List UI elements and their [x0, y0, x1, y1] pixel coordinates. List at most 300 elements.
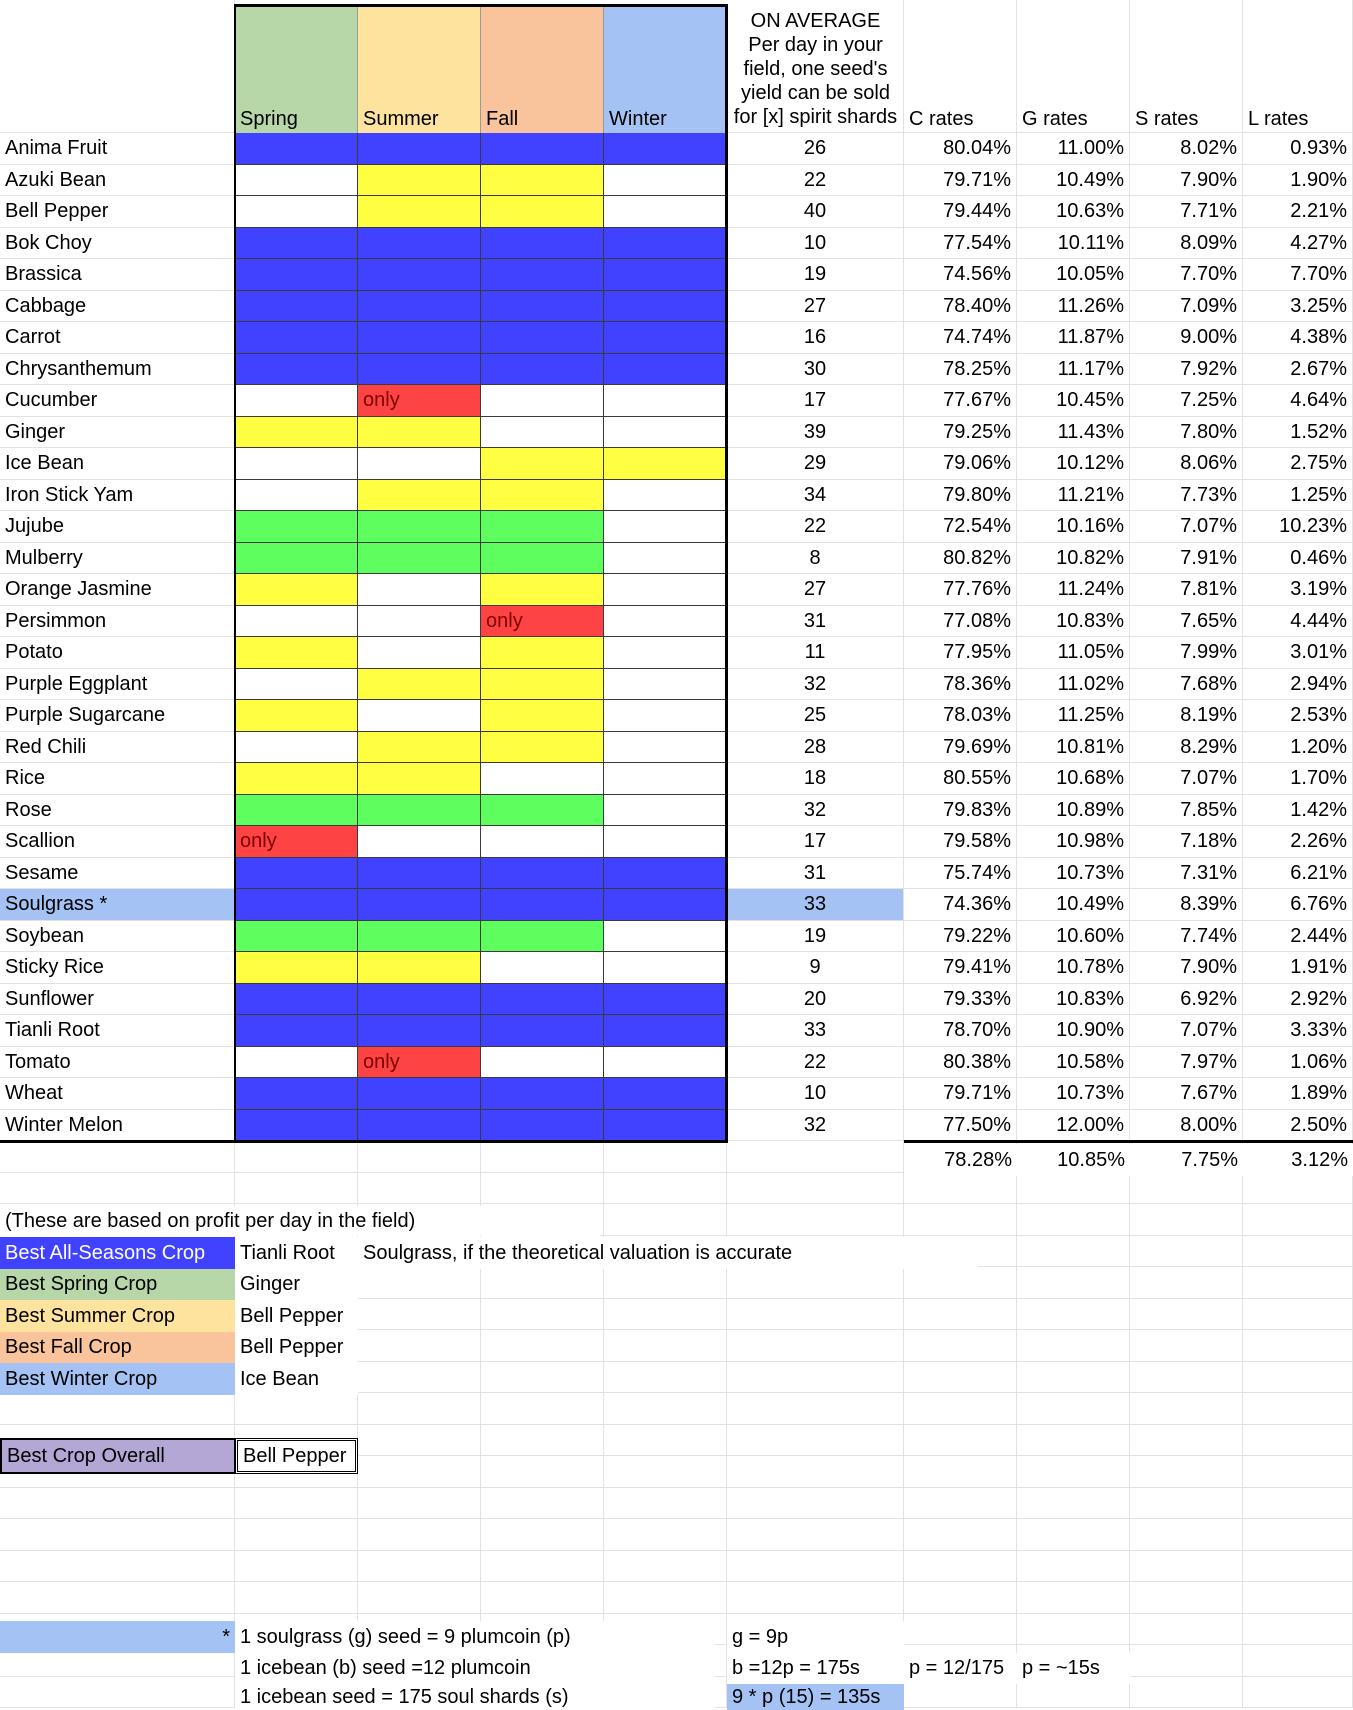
season-cell-summer[interactable]: [358, 1015, 481, 1047]
s-rate[interactable]: 8.29%: [1130, 732, 1243, 764]
c-rate[interactable]: 79.33%: [904, 984, 1017, 1016]
best-overall-value[interactable]: Bell Pepper: [235, 1438, 358, 1474]
best-crop-value[interactable]: Bell Pepper: [235, 1300, 358, 1332]
g-rate[interactable]: 10.83%: [1017, 606, 1130, 638]
s-rate[interactable]: 7.25%: [1130, 385, 1243, 417]
season-cell-winter[interactable]: [604, 858, 727, 890]
header-winter[interactable]: Winter: [604, 5, 727, 133]
s-rate[interactable]: 7.85%: [1130, 795, 1243, 827]
shard-value[interactable]: 22: [727, 165, 904, 197]
c-rate[interactable]: 78.25%: [904, 354, 1017, 386]
season-cell-winter[interactable]: [604, 196, 727, 228]
crop-name[interactable]: Iron Stick Yam: [0, 480, 235, 512]
season-cell-fall[interactable]: [481, 889, 604, 921]
season-cell-summer[interactable]: [358, 795, 481, 827]
season-cell-fall[interactable]: [481, 795, 604, 827]
header-summer[interactable]: Summer: [358, 5, 481, 133]
season-cell-summer[interactable]: [358, 511, 481, 543]
shard-value[interactable]: 8: [727, 543, 904, 575]
season-cell-winter[interactable]: [604, 669, 727, 701]
c-rate[interactable]: 79.44%: [904, 196, 1017, 228]
l-rate[interactable]: 4.38%: [1243, 322, 1353, 354]
season-cell-winter[interactable]: [604, 984, 727, 1016]
l-rate[interactable]: 4.64%: [1243, 385, 1353, 417]
shard-value[interactable]: 27: [727, 574, 904, 606]
season-cell-spring[interactable]: [235, 165, 358, 197]
season-cell-fall[interactable]: [481, 984, 604, 1016]
s-rate[interactable]: 7.07%: [1130, 1015, 1243, 1047]
season-cell-spring[interactable]: [235, 1110, 358, 1142]
header-avg-shards[interactable]: [727, 6, 904, 132]
s-rate[interactable]: 7.92%: [1130, 354, 1243, 386]
best-overall-label[interactable]: Best Crop Overall: [0, 1438, 235, 1474]
g-rate[interactable]: 10.78%: [1017, 952, 1130, 984]
crop-name[interactable]: Soybean: [0, 921, 235, 953]
g-rate[interactable]: 10.89%: [1017, 795, 1130, 827]
season-cell-winter[interactable]: [604, 795, 727, 827]
season-cell-summer[interactable]: [358, 921, 481, 953]
g-rate[interactable]: 10.49%: [1017, 889, 1130, 921]
season-cell-spring[interactable]: [235, 1078, 358, 1110]
season-cell-fall[interactable]: [481, 763, 604, 795]
season-cell-fall[interactable]: [481, 543, 604, 575]
crop-name[interactable]: Rice: [0, 763, 235, 795]
g-rate[interactable]: 11.00%: [1017, 133, 1130, 165]
g-rate[interactable]: 11.02%: [1017, 669, 1130, 701]
season-cell-winter[interactable]: [604, 921, 727, 953]
l-rate[interactable]: 1.20%: [1243, 732, 1353, 764]
crop-name[interactable]: Cucumber: [0, 385, 235, 417]
season-cell-summer[interactable]: [358, 889, 481, 921]
season-cell-summer[interactable]: [358, 480, 481, 512]
season-cell-summer[interactable]: [358, 448, 481, 480]
g-rate[interactable]: 11.25%: [1017, 700, 1130, 732]
l-rate[interactable]: 2.44%: [1243, 921, 1353, 953]
season-cell-summer[interactable]: [358, 952, 481, 984]
s-rate[interactable]: 7.71%: [1130, 196, 1243, 228]
l-rate[interactable]: 1.89%: [1243, 1078, 1353, 1110]
best-crop-value[interactable]: Bell Pepper: [235, 1332, 358, 1364]
crop-name[interactable]: Rose: [0, 795, 235, 827]
shard-value[interactable]: 16: [727, 322, 904, 354]
s-rate[interactable]: 8.19%: [1130, 700, 1243, 732]
l-rate[interactable]: 7.70%: [1243, 259, 1353, 291]
season-cell-fall[interactable]: [481, 291, 604, 323]
l-rate[interactable]: 1.52%: [1243, 417, 1353, 449]
best-crop-label[interactable]: Best Fall Crop: [0, 1332, 235, 1364]
season-cell-summer[interactable]: [358, 417, 481, 449]
season-cell-spring[interactable]: [235, 889, 358, 921]
season-cell-spring[interactable]: [235, 574, 358, 606]
shard-value[interactable]: 27: [727, 291, 904, 323]
l-rate[interactable]: 1.90%: [1243, 165, 1353, 197]
season-cell-spring[interactable]: [235, 291, 358, 323]
season-cell-summer[interactable]: [358, 858, 481, 890]
season-cell-spring[interactable]: [235, 858, 358, 890]
shard-value[interactable]: 30: [727, 354, 904, 386]
shard-value[interactable]: 31: [727, 858, 904, 890]
season-cell-spring[interactable]: [235, 795, 358, 827]
l-rate[interactable]: 2.94%: [1243, 669, 1353, 701]
g-rate[interactable]: 10.81%: [1017, 732, 1130, 764]
season-cell-summer[interactable]: [358, 606, 481, 638]
shard-value[interactable]: 32: [727, 795, 904, 827]
c-rate[interactable]: 80.04%: [904, 133, 1017, 165]
crop-name[interactable]: Bok Choy: [0, 228, 235, 260]
season-cell-fall[interactable]: [481, 952, 604, 984]
season-cell-spring[interactable]: [235, 763, 358, 795]
c-rate[interactable]: 78.36%: [904, 669, 1017, 701]
crop-name[interactable]: Mulberry: [0, 543, 235, 575]
season-cell-fall[interactable]: [481, 417, 604, 449]
best-crop-value[interactable]: Ice Bean: [235, 1363, 358, 1395]
season-cell-fall[interactable]: [481, 259, 604, 291]
crop-name[interactable]: Potato: [0, 637, 235, 669]
c-rate[interactable]: 78.40%: [904, 291, 1017, 323]
s-rate[interactable]: 7.70%: [1130, 259, 1243, 291]
season-cell-winter[interactable]: [604, 574, 727, 606]
average-s-rate[interactable]: 7.75%: [1130, 1144, 1243, 1176]
g-rate[interactable]: 10.82%: [1017, 543, 1130, 575]
season-cell-winter[interactable]: [604, 952, 727, 984]
season-cell-spring[interactable]: [235, 1047, 358, 1079]
g-rate[interactable]: 10.49%: [1017, 165, 1130, 197]
s-rate[interactable]: 7.90%: [1130, 165, 1243, 197]
shard-value[interactable]: 29: [727, 448, 904, 480]
season-cell-spring[interactable]: [235, 322, 358, 354]
season-cell-summer[interactable]: [358, 826, 481, 858]
season-cell-spring[interactable]: [235, 732, 358, 764]
s-rate[interactable]: 7.67%: [1130, 1078, 1243, 1110]
season-cell-fall[interactable]: [481, 921, 604, 953]
g-rate[interactable]: 10.58%: [1017, 1047, 1130, 1079]
season-cell-summer[interactable]: [358, 291, 481, 323]
g-rate[interactable]: 10.12%: [1017, 448, 1130, 480]
c-rate[interactable]: 75.74%: [904, 858, 1017, 890]
s-rate[interactable]: 7.97%: [1130, 1047, 1243, 1079]
l-rate[interactable]: 1.06%: [1243, 1047, 1353, 1079]
c-rate[interactable]: 79.25%: [904, 417, 1017, 449]
season-cell-winter[interactable]: [604, 543, 727, 575]
s-rate[interactable]: 7.07%: [1130, 763, 1243, 795]
c-rate[interactable]: 78.03%: [904, 700, 1017, 732]
crop-name[interactable]: Ginger: [0, 417, 235, 449]
season-cell-fall[interactable]: [481, 228, 604, 260]
season-cell-spring[interactable]: [235, 637, 358, 669]
c-rate[interactable]: 79.80%: [904, 480, 1017, 512]
season-cell-summer[interactable]: [358, 354, 481, 386]
shard-value[interactable]: 40: [727, 196, 904, 228]
average-c-rate[interactable]: 78.28%: [904, 1144, 1017, 1176]
season-cell-winter[interactable]: [604, 1110, 727, 1142]
crop-name[interactable]: Ice Bean: [0, 448, 235, 480]
shard-value[interactable]: 31: [727, 606, 904, 638]
shard-value[interactable]: 9: [727, 952, 904, 984]
season-cell-fall[interactable]: [481, 700, 604, 732]
season-cell-winter[interactable]: [604, 732, 727, 764]
best-crop-extra[interactable]: Soulgrass, if the theoretical valuation is accurate: [358, 1237, 978, 1269]
season-cell-winter[interactable]: [604, 889, 727, 921]
shard-value[interactable]: 19: [727, 921, 904, 953]
l-rate[interactable]: 3.19%: [1243, 574, 1353, 606]
c-rate[interactable]: 79.69%: [904, 732, 1017, 764]
crop-name[interactable]: Sesame: [0, 858, 235, 890]
season-cell-spring[interactable]: [235, 511, 358, 543]
season-cell-summer[interactable]: [358, 637, 481, 669]
season-cell-fall[interactable]: [481, 637, 604, 669]
header-s-rates[interactable]: S rates: [1135, 108, 1199, 130]
season-cell-spring[interactable]: [235, 1015, 358, 1047]
s-rate[interactable]: 7.73%: [1130, 480, 1243, 512]
footnote-calc-2[interactable]: b =12p = 175s: [727, 1653, 904, 1685]
season-cell-spring[interactable]: [235, 259, 358, 291]
best-crop-label[interactable]: Best Winter Crop: [0, 1363, 235, 1395]
footnote-calc-1[interactable]: g = 9p: [727, 1621, 904, 1653]
season-cell-fall[interactable]: [481, 1015, 604, 1047]
season-cell-winter[interactable]: [604, 133, 727, 165]
g-rate[interactable]: 10.83%: [1017, 984, 1130, 1016]
s-rate[interactable]: 7.80%: [1130, 417, 1243, 449]
season-cell-fall[interactable]: [481, 165, 604, 197]
c-rate[interactable]: 80.82%: [904, 543, 1017, 575]
best-crop-label[interactable]: Best Spring Crop: [0, 1269, 235, 1301]
footnote-line-1[interactable]: 1 soulgrass (g) seed = 9 plumcoin (p): [235, 1621, 715, 1653]
l-rate[interactable]: 3.33%: [1243, 1015, 1353, 1047]
l-rate[interactable]: 2.53%: [1243, 700, 1353, 732]
g-rate[interactable]: 11.87%: [1017, 322, 1130, 354]
s-rate[interactable]: 7.18%: [1130, 826, 1243, 858]
season-cell-winter[interactable]: [604, 1015, 727, 1047]
g-rate[interactable]: 10.98%: [1017, 826, 1130, 858]
season-cell-summer[interactable]: [358, 196, 481, 228]
c-rate[interactable]: 77.08%: [904, 606, 1017, 638]
c-rate[interactable]: 79.71%: [904, 1078, 1017, 1110]
season-cell-winter[interactable]: [604, 480, 727, 512]
l-rate[interactable]: 4.27%: [1243, 228, 1353, 260]
season-cell-winter[interactable]: [604, 417, 727, 449]
season-cell-winter[interactable]: [604, 291, 727, 323]
s-rate[interactable]: 8.00%: [1130, 1110, 1243, 1142]
shard-value[interactable]: 22: [727, 511, 904, 543]
season-cell-spring[interactable]: [235, 448, 358, 480]
footnote-calc-4[interactable]: p = 12/175: [904, 1653, 1017, 1685]
season-cell-fall[interactable]: only: [481, 606, 604, 638]
shard-value[interactable]: 22: [727, 1047, 904, 1079]
season-cell-fall[interactable]: [481, 480, 604, 512]
l-rate[interactable]: 1.25%: [1243, 480, 1353, 512]
l-rate[interactable]: 1.70%: [1243, 763, 1353, 795]
crop-name[interactable]: Chrysanthemum: [0, 354, 235, 386]
c-rate[interactable]: 77.95%: [904, 637, 1017, 669]
season-cell-winter[interactable]: [604, 448, 727, 480]
g-rate[interactable]: 11.17%: [1017, 354, 1130, 386]
season-cell-winter[interactable]: [604, 511, 727, 543]
crop-name[interactable]: Tomato: [0, 1047, 235, 1079]
season-cell-summer[interactable]: only: [358, 385, 481, 417]
season-cell-spring[interactable]: [235, 354, 358, 386]
season-cell-winter[interactable]: [604, 322, 727, 354]
season-cell-spring[interactable]: [235, 984, 358, 1016]
s-rate[interactable]: 7.91%: [1130, 543, 1243, 575]
s-rate[interactable]: 8.06%: [1130, 448, 1243, 480]
l-rate[interactable]: 1.42%: [1243, 795, 1353, 827]
season-cell-summer[interactable]: [358, 763, 481, 795]
crop-name[interactable]: Carrot: [0, 322, 235, 354]
c-rate[interactable]: 80.38%: [904, 1047, 1017, 1079]
season-cell-winter[interactable]: [604, 259, 727, 291]
c-rate[interactable]: 79.06%: [904, 448, 1017, 480]
footnote-star[interactable]: *: [0, 1621, 235, 1653]
c-rate[interactable]: 74.56%: [904, 259, 1017, 291]
shard-value[interactable]: 33: [727, 889, 904, 921]
season-cell-winter[interactable]: [604, 637, 727, 669]
c-rate[interactable]: 72.54%: [904, 511, 1017, 543]
g-rate[interactable]: 10.63%: [1017, 196, 1130, 228]
best-crop-label[interactable]: Best Summer Crop: [0, 1300, 235, 1332]
shard-value[interactable]: 18: [727, 763, 904, 795]
g-rate[interactable]: 10.11%: [1017, 228, 1130, 260]
shard-value[interactable]: 28: [727, 732, 904, 764]
shard-value[interactable]: 32: [727, 1110, 904, 1142]
s-rate[interactable]: 8.02%: [1130, 133, 1243, 165]
g-rate[interactable]: 10.73%: [1017, 1078, 1130, 1110]
l-rate[interactable]: 1.91%: [1243, 952, 1353, 984]
header-spring[interactable]: Spring: [235, 5, 358, 133]
header-c-rates[interactable]: C rates: [909, 108, 974, 130]
season-cell-fall[interactable]: [481, 1110, 604, 1142]
season-cell-spring[interactable]: [235, 700, 358, 732]
season-cell-winter[interactable]: [604, 1047, 727, 1079]
s-rate[interactable]: 8.09%: [1130, 228, 1243, 260]
s-rate[interactable]: 7.31%: [1130, 858, 1243, 890]
best-crop-value[interactable]: Ginger: [235, 1269, 358, 1301]
c-rate[interactable]: 79.83%: [904, 795, 1017, 827]
summary-note[interactable]: (These are based on profit per day in the field): [0, 1206, 600, 1236]
shard-value[interactable]: 10: [727, 1078, 904, 1110]
season-cell-spring[interactable]: [235, 669, 358, 701]
shard-value[interactable]: 39: [727, 417, 904, 449]
header-fall[interactable]: Fall: [481, 5, 604, 133]
best-crop-label[interactable]: Best All-Seasons Crop: [0, 1237, 235, 1269]
footnote-line-2[interactable]: 1 icebean (b) seed =12 plumcoin: [235, 1653, 715, 1685]
season-cell-summer[interactable]: [358, 228, 481, 260]
l-rate[interactable]: 0.46%: [1243, 543, 1353, 575]
l-rate[interactable]: 3.01%: [1243, 637, 1353, 669]
crop-name[interactable]: Orange Jasmine: [0, 574, 235, 606]
s-rate[interactable]: 7.74%: [1130, 921, 1243, 953]
season-cell-winter[interactable]: [604, 700, 727, 732]
season-cell-fall[interactable]: [481, 574, 604, 606]
shard-value[interactable]: 32: [727, 669, 904, 701]
c-rate[interactable]: 79.58%: [904, 826, 1017, 858]
season-cell-winter[interactable]: [604, 385, 727, 417]
season-cell-spring[interactable]: [235, 543, 358, 575]
season-cell-spring[interactable]: [235, 952, 358, 984]
crop-name[interactable]: Red Chili: [0, 732, 235, 764]
l-rate[interactable]: 2.67%: [1243, 354, 1353, 386]
s-rate[interactable]: 7.99%: [1130, 637, 1243, 669]
season-cell-summer[interactable]: [358, 732, 481, 764]
season-cell-fall[interactable]: [481, 385, 604, 417]
season-cell-summer[interactable]: only: [358, 1047, 481, 1079]
c-rate[interactable]: 74.36%: [904, 889, 1017, 921]
shard-value[interactable]: 33: [727, 1015, 904, 1047]
season-cell-fall[interactable]: [481, 448, 604, 480]
g-rate[interactable]: 11.21%: [1017, 480, 1130, 512]
crop-name[interactable]: Azuki Bean: [0, 165, 235, 197]
shard-value[interactable]: 26: [727, 133, 904, 165]
season-cell-summer[interactable]: [358, 700, 481, 732]
average-l-rate[interactable]: 3.12%: [1243, 1144, 1353, 1176]
crop-name[interactable]: Wheat: [0, 1078, 235, 1110]
c-rate[interactable]: 77.50%: [904, 1110, 1017, 1142]
g-rate[interactable]: 12.00%: [1017, 1110, 1130, 1142]
crop-name[interactable]: Cabbage: [0, 291, 235, 323]
crop-name[interactable]: Tianli Root: [0, 1015, 235, 1047]
season-cell-summer[interactable]: [358, 133, 481, 165]
l-rate[interactable]: 2.26%: [1243, 826, 1353, 858]
header-g-rates[interactable]: G rates: [1022, 108, 1088, 130]
g-rate[interactable]: 11.05%: [1017, 637, 1130, 669]
season-cell-fall[interactable]: [481, 858, 604, 890]
crop-name[interactable]: Winter Melon: [0, 1110, 235, 1142]
season-cell-summer[interactable]: [358, 984, 481, 1016]
season-cell-fall[interactable]: [481, 354, 604, 386]
season-cell-spring[interactable]: [235, 133, 358, 165]
season-cell-summer[interactable]: [358, 259, 481, 291]
header-l-rates[interactable]: L rates: [1248, 108, 1309, 130]
l-rate[interactable]: 2.92%: [1243, 984, 1353, 1016]
season-cell-spring[interactable]: [235, 385, 358, 417]
l-rate[interactable]: 6.76%: [1243, 889, 1353, 921]
shard-value[interactable]: 10: [727, 228, 904, 260]
season-cell-fall[interactable]: [481, 826, 604, 858]
season-cell-spring[interactable]: [235, 196, 358, 228]
g-rate[interactable]: 11.43%: [1017, 417, 1130, 449]
season-cell-fall[interactable]: [481, 732, 604, 764]
season-cell-fall[interactable]: [481, 133, 604, 165]
season-cell-winter[interactable]: [604, 606, 727, 638]
shard-value[interactable]: 25: [727, 700, 904, 732]
s-rate[interactable]: 7.09%: [1130, 291, 1243, 323]
season-cell-fall[interactable]: [481, 322, 604, 354]
c-rate[interactable]: 77.54%: [904, 228, 1017, 260]
average-g-rate[interactable]: 10.85%: [1017, 1144, 1130, 1176]
crop-name[interactable]: Purple Eggplant: [0, 669, 235, 701]
shard-value[interactable]: 11: [727, 637, 904, 669]
crop-name[interactable]: Persimmon: [0, 606, 235, 638]
season-cell-summer[interactable]: [358, 1078, 481, 1110]
season-cell-summer[interactable]: [358, 669, 481, 701]
crop-name[interactable]: Scallion: [0, 826, 235, 858]
season-cell-fall[interactable]: [481, 1047, 604, 1079]
c-rate[interactable]: 79.71%: [904, 165, 1017, 197]
season-cell-winter[interactable]: [604, 165, 727, 197]
season-cell-winter[interactable]: [604, 763, 727, 795]
shard-value[interactable]: 20: [727, 984, 904, 1016]
s-rate[interactable]: 7.68%: [1130, 669, 1243, 701]
season-cell-fall[interactable]: [481, 511, 604, 543]
g-rate[interactable]: 10.68%: [1017, 763, 1130, 795]
g-rate[interactable]: 11.26%: [1017, 291, 1130, 323]
season-cell-winter[interactable]: [604, 228, 727, 260]
g-rate[interactable]: 10.45%: [1017, 385, 1130, 417]
s-rate[interactable]: 8.39%: [1130, 889, 1243, 921]
crop-name[interactable]: Soulgrass *: [0, 889, 235, 921]
l-rate[interactable]: 4.44%: [1243, 606, 1353, 638]
crop-name[interactable]: Brassica: [0, 259, 235, 291]
c-rate[interactable]: 80.55%: [904, 763, 1017, 795]
